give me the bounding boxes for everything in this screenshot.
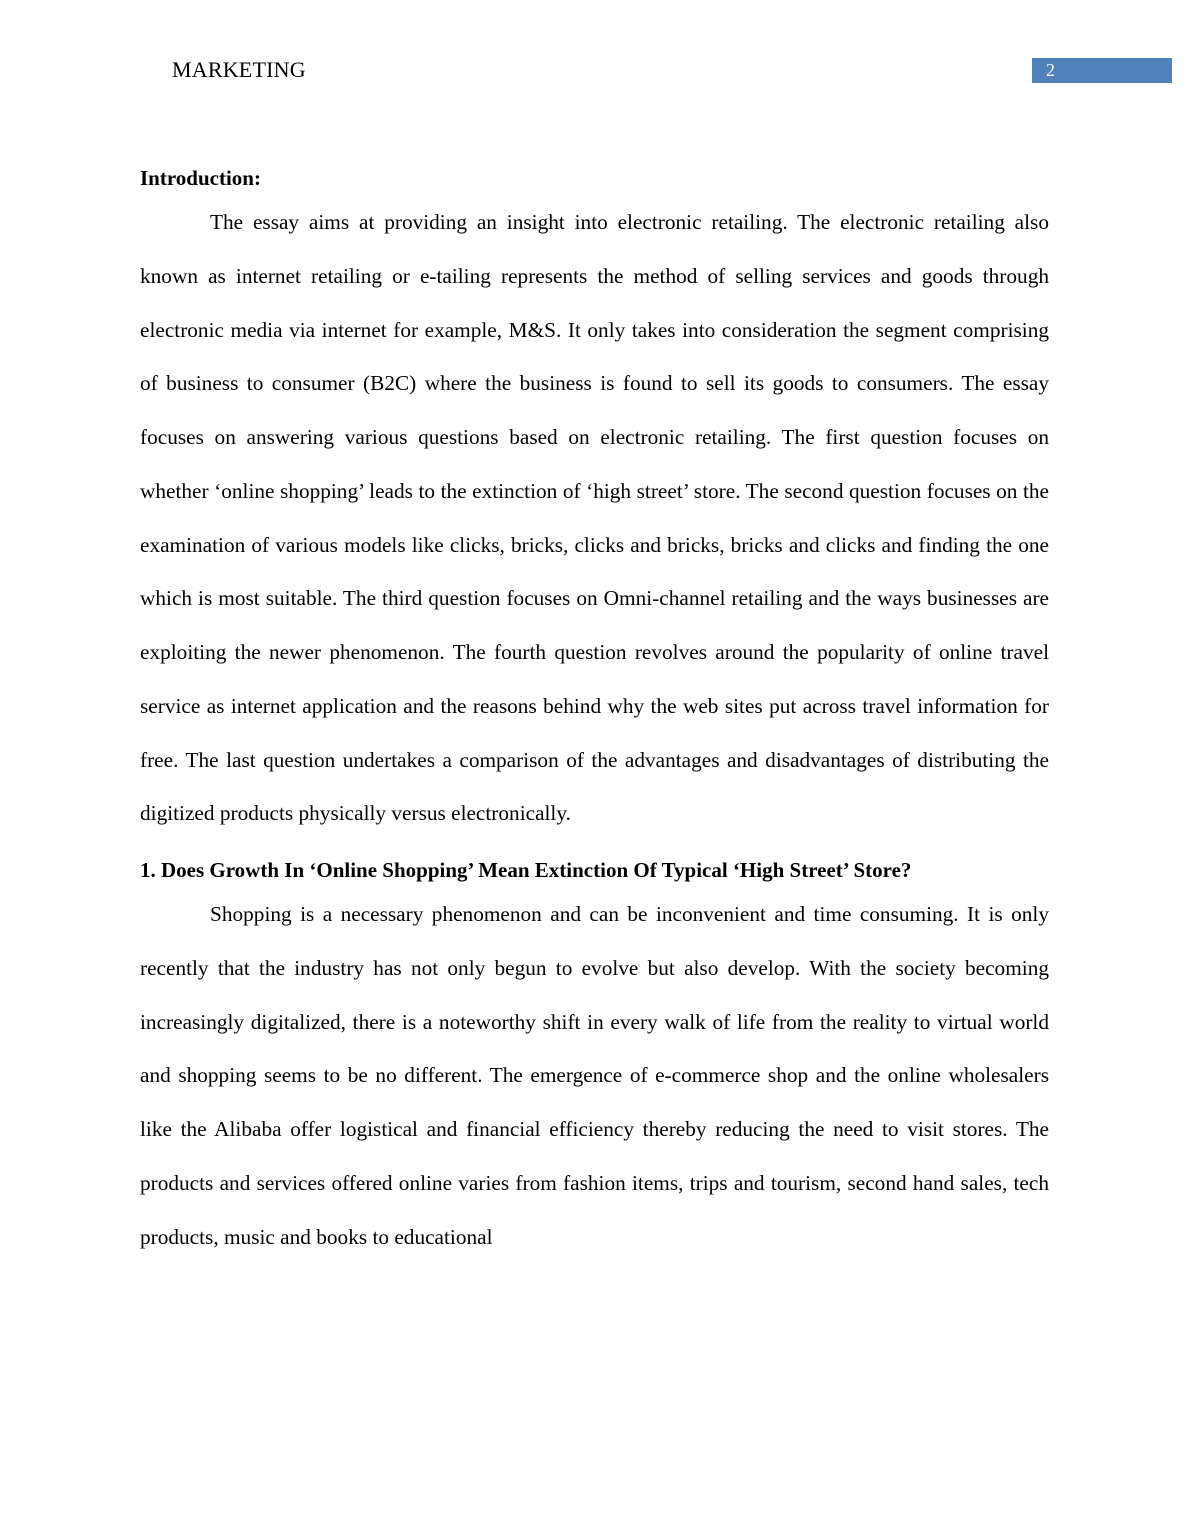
running-head: MARKETING bbox=[172, 57, 306, 82]
introduction-paragraph: The essay aims at providing an insight into electronic retailing. The electronic retailing also known as internet retailing or e-tailing represents the method of selling services and goods through electronic media via internet for example, M&S. It only takes into consideration the segment comprising of business to consumer (B2C) where the business is found to sell its goods to consumers. The essay focuses on answering various questions based on electronic retailing. The first question focuses on whether ‘online shopping’ leads to the extinction of ‘high street’ store. The second question focuses on the examination of various models like clicks, bricks, clicks and bricks, bricks and clicks and finding the one which is most suitable. The third question focuses on Omni-channel retailing and the ways businesses are exploiting the newer phenomenon. The fourth question revolves around the popularity of online travel service as internet application and the reasons behind why the web sites put across travel information for free. The last question undertakes a comparison of the advantages and disadvantages of distributing the digitized products physically versus electronically. bbox=[140, 210, 1049, 826]
introduction-heading: Introduction: bbox=[140, 166, 261, 190]
page-number-badge bbox=[1032, 58, 1172, 83]
document-body bbox=[140, 160, 1049, 1264]
question-1-heading: 1. Does Growth In ‘Online Shopping’ Mean Extinction Of Typical ‘High Street’ Store? bbox=[140, 858, 912, 882]
page-number: 2 bbox=[1046, 60, 1055, 80]
question-1-paragraph: Shopping is a necessary phenomenon and can be inconvenient and time consuming. It is only recently that the industry has not only begun to evolve but also develop. With the society becoming increasingly digitalized, there is a noteworthy shift in every walk of life from the reality to virtual world and shopping seems to be no different. The emergence of e-commerce shop and the online wholesalers like the Alibaba offer logistical and financial efficiency thereby reducing the need to visit stores. The products and services offered online varies from fashion items, trips and tourism, second hand sales, tech products, music and books to educational bbox=[140, 902, 1049, 1249]
